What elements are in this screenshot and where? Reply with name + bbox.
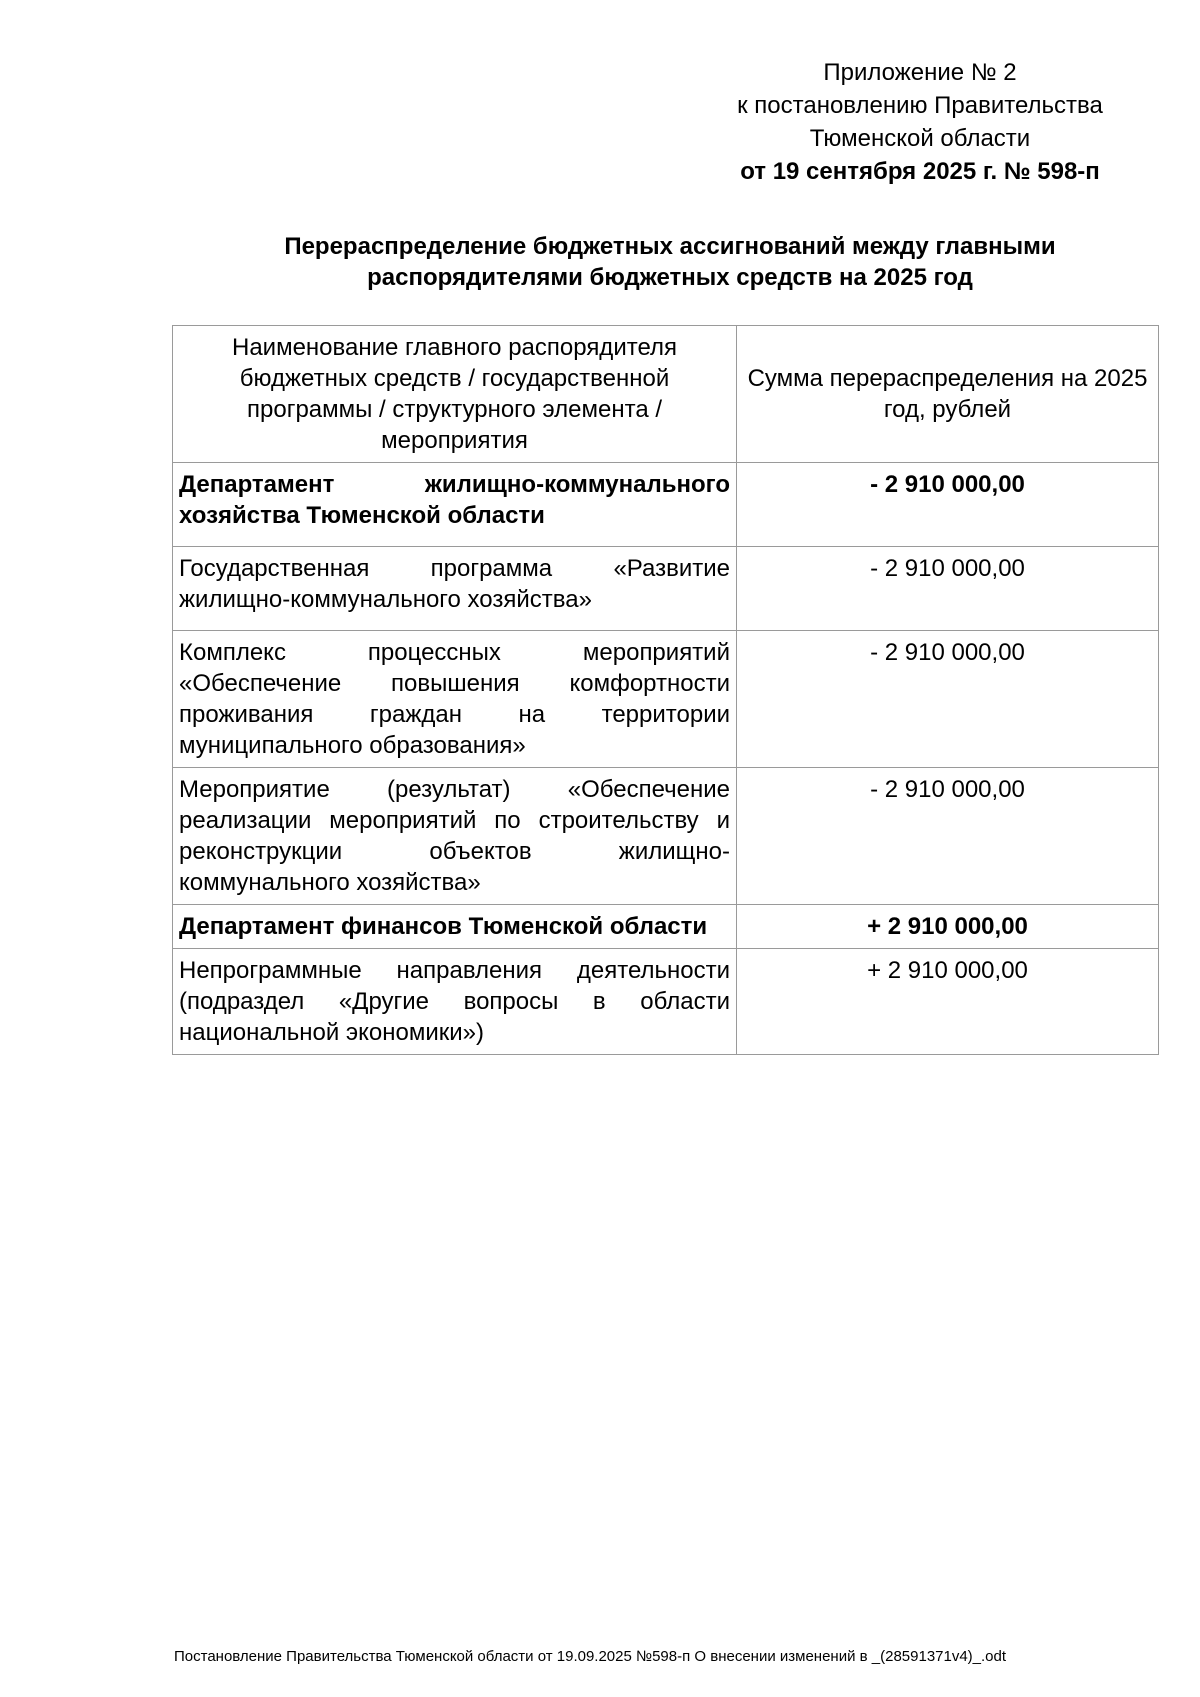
row-sum-cell: - 2 910 000,00 (737, 768, 1159, 905)
table-row (173, 631, 1159, 768)
row-name-cell: Мероприятие (результат) «Обеспечение реализации мероприятий по строительству и реконструкции объектов жилищно-коммунального хозяйства» (173, 768, 737, 905)
header-name-cell: Наименование главного распорядителя бюджетных средств / государственной программы / структурного элемента / мероприятия (173, 326, 737, 463)
page-footer: Постановление Правительства Тюменской области от 19.09.2025 №598-п О внесении изменений в _(28591371v4)_.odt (174, 1648, 1007, 1665)
appendix-date: от 19 сентября 2025 г. № 598-п (740, 158, 1100, 185)
appendix-region: Тюменской области (809, 125, 1031, 152)
budget-table (172, 325, 1159, 1055)
row-sum-cell: + 2 910 000,00 (737, 949, 1159, 1055)
document-title-line-1: Перераспределение бюджетных ассигнований между главными (284, 233, 1056, 260)
row-name-cell: Комплекс процессных мероприятий «Обеспечение повышения комфортности проживания граждан на территории муниципального образования» (173, 631, 737, 768)
appendix-block (690, 56, 1150, 188)
table-row (173, 768, 1159, 905)
table-row (173, 463, 1159, 547)
row-name-cell: Государственная программа «Развитие жилищно-коммунального хозяйства» (173, 547, 737, 631)
appendix-ref: к постановлению Правительства (737, 92, 1103, 119)
table-row (173, 547, 1159, 631)
document-title-line-2: распорядителями бюджетных средств на 2025 год (367, 264, 973, 291)
table-header-row (173, 326, 1159, 463)
row-name-cell: Департамент жилищно-коммунального хозяйства Тюменской области (173, 463, 737, 547)
table-row (173, 905, 1159, 949)
row-name-cell: Непрограммные направления деятельности (подраздел «Другие вопросы в области национальной экономики») (173, 949, 737, 1055)
appendix-number: Приложение № 2 (823, 59, 1017, 86)
row-sum-cell: + 2 910 000,00 (737, 905, 1159, 949)
row-sum-cell: - 2 910 000,00 (737, 463, 1159, 547)
row-sum-cell: - 2 910 000,00 (737, 631, 1159, 768)
row-sum-cell: - 2 910 000,00 (737, 547, 1159, 631)
row-name-cell: Департамент финансов Тюменской области (173, 905, 737, 949)
table-row (173, 949, 1159, 1055)
header-sum-cell: Сумма перераспределения на 2025 год, рублей (737, 326, 1159, 463)
document-title (172, 231, 1168, 293)
